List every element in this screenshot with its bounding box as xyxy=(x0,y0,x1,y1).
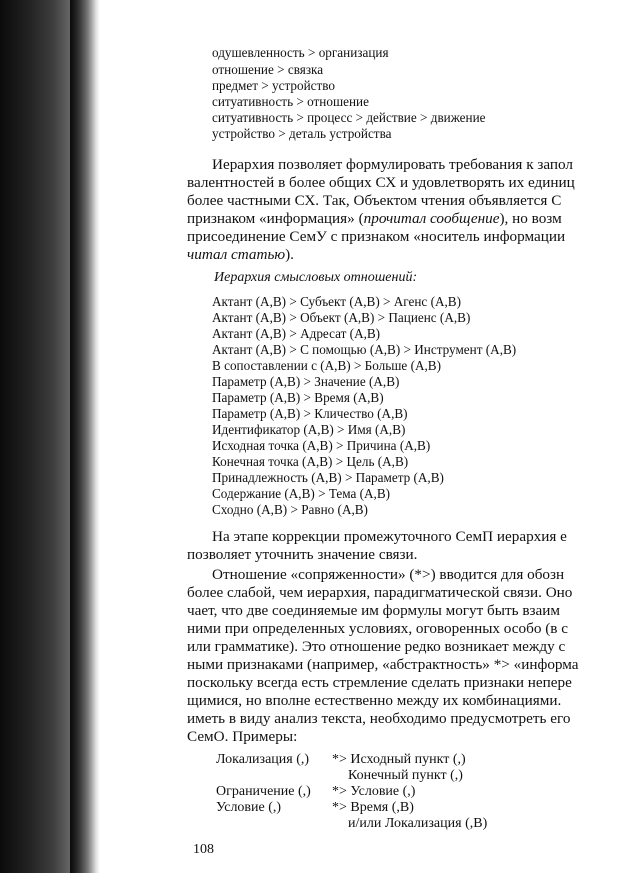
page-number: 108 xyxy=(193,842,214,857)
example-left: Локализация (,) xyxy=(216,752,310,767)
paragraph-line: Отношение «сопряженности» (*>) вводится для обозн xyxy=(212,566,565,583)
paragraph-line: поскольку всегда есть стремление сделать признаки непере xyxy=(187,674,572,691)
top-list-line: устройство > деталь устройства xyxy=(212,126,392,141)
paragraph-line: валентностей в более общих СХ и удовлетворять их единиц xyxy=(187,174,575,191)
hierarchy-line: Параметр (А,В) > Время (А,В) xyxy=(212,390,384,405)
top-list-line: ситуативность > процесс > действие > движение xyxy=(212,110,486,125)
hierarchy-line: В сопоставлении с (А,В) > Больше (А,В) xyxy=(212,358,441,373)
hierarchy-line: Актант (А,В) > Адресат (А,В) xyxy=(212,326,381,341)
example-left: Ограничение (,) xyxy=(216,784,311,799)
paragraph-line: более частными СХ. Так, Объектом чтения объявляется С xyxy=(187,192,562,209)
example-right: и/или Локализация (,В) xyxy=(348,816,488,831)
example-right: *> Время (,В) xyxy=(332,800,414,815)
paragraph-line: позволяет уточнить значение связи. xyxy=(187,546,418,563)
top-list-line: предмет > устройство xyxy=(212,78,335,93)
paragraph-line: СемО. Примеры: xyxy=(187,728,298,745)
paragraph-line: ними при определенных условиях, оговоренных особо (в с xyxy=(187,620,568,637)
paragraph-line: На этапе коррекции промежуточного СемП иерархия е xyxy=(212,528,567,545)
example-right: Конечный пункт (,) xyxy=(348,768,463,783)
hierarchy-line: Принадлежность (А,В) > Параметр (А,В) xyxy=(212,470,444,485)
paragraph-line: чает, что две соединяемые им формулы могут быть взаим xyxy=(187,602,560,619)
paragraph-line: более слабой, чем иерархия, парадигматической связи. Оно xyxy=(187,584,573,601)
top-list-line: отношение > связка xyxy=(212,62,324,77)
paragraph-line: ными признаками (например, «абстрактность» *> «информа xyxy=(187,656,579,673)
paragraph-line: признаком «информация» (прочитал сообщение), но возм xyxy=(187,210,562,227)
hierarchy-line: Идентификатор (А,В) > Имя (А,В) xyxy=(212,422,406,437)
hierarchy-line: Актант (А,В) > Субъект (А,В) > Агенс (А,В) xyxy=(212,294,461,309)
paragraph-line: щимися, но вполне естественно между их комбинациями. xyxy=(187,692,562,709)
example-left: Условие (,) xyxy=(216,800,282,815)
top-list-line: ситуативность > отношение xyxy=(212,94,369,109)
paragraph-line: читал статью). xyxy=(187,246,294,263)
example-right: *> Исходный пункт (,) xyxy=(332,752,466,767)
paragraph-line: Иерархия позволяет формулировать требования к запол xyxy=(212,156,574,173)
paragraph-line: или грамматике). Это отношение редко возникает между с xyxy=(187,638,566,655)
example-right: *> Условие (,) xyxy=(332,784,416,799)
hierarchy-line: Параметр (А,В) > Кличество (А,В) xyxy=(212,406,408,421)
hierarchy-line: Сходно (А,В) > Равно (А,В) xyxy=(212,502,368,517)
hierarchy-line: Содержание (А,В) > Тема (А,В) xyxy=(212,486,391,501)
paragraph-line: иметь в виду анализ текста, необходимо предусмотреть его xyxy=(187,710,571,727)
paragraph-line: присоединение СемУ с признаком «носитель информации xyxy=(187,228,566,245)
book-spine-edge xyxy=(70,0,100,873)
hierarchy-line: Параметр (А,В) > Значение (А,В) xyxy=(212,374,400,389)
hierarchy-line: Исходная точка (А,В) > Причина (А,В) xyxy=(212,438,431,453)
hierarchy-line: Актант (А,В) > С помощью (А,В) > Инструмент (А,В) xyxy=(212,342,517,357)
top-list-line: одушевленность > организация xyxy=(212,45,389,60)
hierarchy-title: Иерархия смысловых отношений: xyxy=(214,270,418,285)
hierarchy-line: Конечная точка (А,В) > Цель (А,В) xyxy=(212,454,409,469)
hierarchy-line: Актант (А,В) > Объект (А,В) > Пациенс (А,В) xyxy=(212,310,471,325)
